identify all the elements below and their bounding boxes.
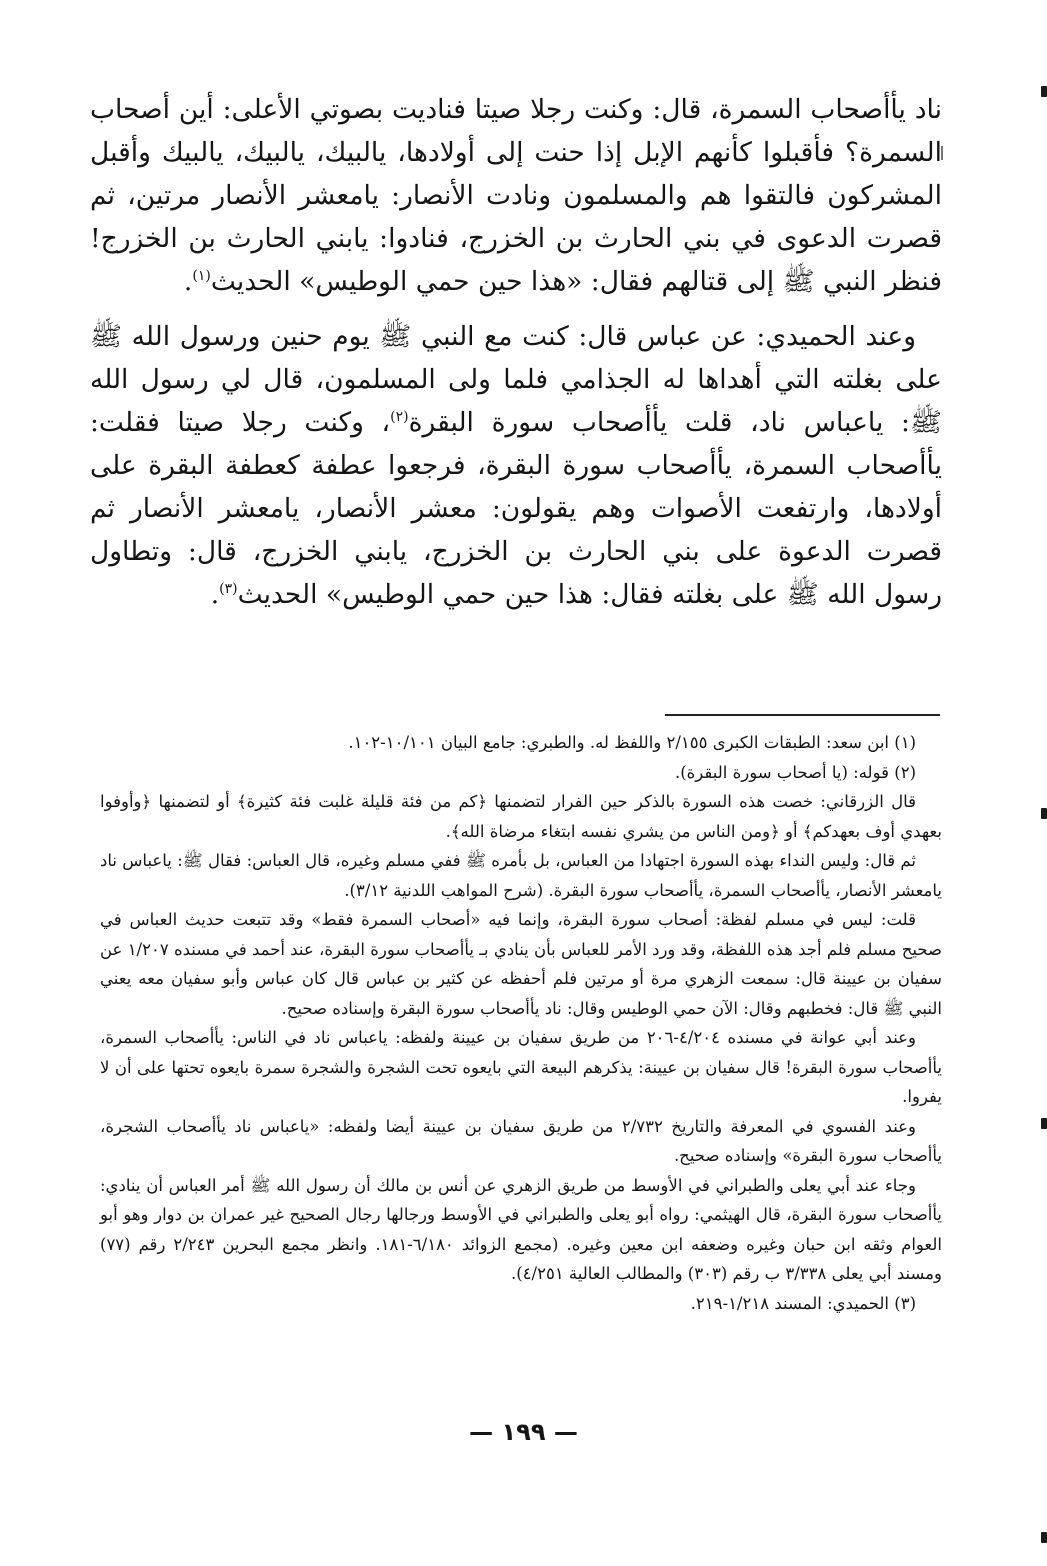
main-paragraph-1-end: .: [183, 266, 193, 297]
footnote-2: (٢) قوله: (يا أصحاب سورة البقرة).: [674, 762, 916, 782]
main-paragraph-1: [90, 88, 942, 303]
main-paragraph-2-end: .: [210, 579, 220, 610]
footnote-separator-rule: [665, 714, 940, 716]
binding-mark: [1041, 1118, 1047, 1129]
footnote-2-paragraph-3: قلت: ليس في مسلم لفظة: أصحاب سورة البقرة، وإنما فيه «أصحاب السمرة فقط» وقد تتبعت حديث العباس في صحيح مسلم فلم أجد هذه اللفظة، وقد ورد الأمر للعباس بأن ينادي بـ يأأصحاب سورة البقرة، عند أحمد في مسنده ١/٢٠٧ عن سفيان بن عيينة قال: سمعت الزهري مرة أو مرتين فلم أحفظه عن كثير بن عباس قال كان عباس وأبو سفيان معه يعني النبي ﷺ قال: فخطبهم وقال: الآن حمي الوطيس وقال: ناد يأأصحاب سورة البقرة وإسناده صحيح.: [100, 910, 943, 1018]
footnote-2-paragraph-2: ثم قال: وليس النداء بهذه السورة اجتهادا من العباس، بل بأمره ﷺ ففي مسلم وغيره، قال العباس: فقال ﷺ: ياعباس ناد يامعشر الأنصار، يأأصحاب السمرة، يأأصحاب سورة البقرة. (شرح المواهب اللدنية ٣/١٢).: [100, 851, 942, 900]
binding-mark: [1041, 86, 1047, 97]
main-paragraph-2-text-b: ، وكنت رجلا صيتا فقلت: يأأصحاب السمرة، يأأصحاب سورة البقرة، فرجعوا عطفة كعطفة البقرة على أولادها، وارتفعت الأصوات وهم يقولون: معشر الأنصار، يامعشر الأنصار ثم قصرت الدعوة على بني الحارث بن الخزرج، يابني الخزرج، قال: وتطاول رسول الله ﷺ على بغلته فقال: هذا حين حمي الوطيس» الحديث: [90, 407, 942, 610]
main-paragraph-2-text-a: وعند الحميدي: عن عباس قال: كنت مع النبي ﷺ يوم حنين ورسول الله ﷺ على بغلته التي أهداها له الجذامي فلما ولى المسلمون، قال لي رسول الله ﷺ: ياعباس ناد، قلت يأأصحاب سورة البقرة: [90, 321, 942, 438]
page-number: — ١٩٩ —: [469, 1418, 578, 1446]
binding-mark: [1041, 808, 1047, 819]
footnotes-section: [100, 728, 942, 1318]
main-paragraph-1-text: ناد يأأصحاب السمرة، قال: وكنت رجلا صيتا فناديت بصوتي الأعلى: أين أصحاب السمرة؟ فأقبلوا كأنهم الإبل إذا حنت إلى أولادها، يالبيك، يالبيك، يالبيك وأقبل المشركون فالتقوا هم والمسلمون ونادت الأنصار: يامعشر الأنصار مرتين، ثم قصرت الدعوى في بني الحارث بن الخزرج، فنادوا: يابني الحارث بن الخزرج! فنظر النبي ﷺ إلى قتالهم فقال: «هذا حين حمي الوطيس» الحديث: [90, 94, 942, 297]
footnote-ref-3[interactable]: (٣): [219, 581, 238, 598]
footnote-3: (٣) الحميدي: المسند ١/٢١٨-٢١٩.: [690, 1293, 916, 1313]
footnote-2-paragraph-1: قال الزرقاني: خصت هذه السورة بالذكر حين الفرار لتضمنها ﴿كم من فئة قليلة غلبت فئة كثيرة﴾ أو لتضمنها ﴿وأوفوا بعهدي أوف بعهدكم﴾ أو ﴿ومن الناس من يشري نفسه ابتغاء مرضاة الله﴾.: [100, 792, 942, 841]
footnote-2-paragraph-5: وعند الفسوي في المعرفة والتاريخ ٢/٧٣٢ من طريق سفيان بن عيينة أيضا ولفظه: «ياعباس ناد يأأصحاب الشجرة، يأأصحاب سورة البقرة» وإسناده صحيح.: [100, 1116, 942, 1165]
main-text-body: [90, 88, 942, 616]
footnote-ref-2[interactable]: (٢): [390, 409, 409, 426]
main-paragraph-2: [90, 315, 942, 616]
binding-mark: [1041, 1532, 1047, 1543]
footnote-2-paragraph-6: وجاء عند أبي يعلى والطبراني في الأوسط من طريق الزهري عن أنس بن مالك أن رسول الله ﷺ أمر العباس أن ينادي: يأأصحاب سورة البقرة، قال الهيثمي: رواه أبو يعلى والطبراني في الأوسط ورجالها رجال الصحيح غير عمران بن دوار وهو أبو العوام وثقه ابن حبان وغيره وضعفه ابن معين وغيره. (مجمع الزوائد ٦/١٨٠-١٨١. وانظر مجمع البحرين ٢/٢٤٣ رقم (٧٧) ومسند أبي يعلى ٣/٣٣٨ ب رقم (٣٠٣) والمطالب العالية ٤/٢٥١).: [100, 1175, 942, 1283]
footnote-1: (١) ابن سعد: الطبقات الكبرى ٢/١٥٥ واللفظ له. والطبري: جامع البيان ١٠/١٠١-١٠٢.: [348, 733, 916, 752]
footnote-2-paragraph-4: وعند أبي عوانة في مسنده ٤/٢٠٤-٢٠٦ من طريق سفيان بن عيينة ولفظه: ياعباس ناد في الناس: يأأصحاب السمرة، يأأصحاب سورة البقرة! قال سفيان بن عيينة: يذكرهم البيعة التي بايعوه تحت الشجرة والشجرة سمرة بايعوه تحتها على أن لا يفروا.: [100, 1028, 942, 1106]
footnote-ref-1[interactable]: (١): [192, 268, 211, 285]
